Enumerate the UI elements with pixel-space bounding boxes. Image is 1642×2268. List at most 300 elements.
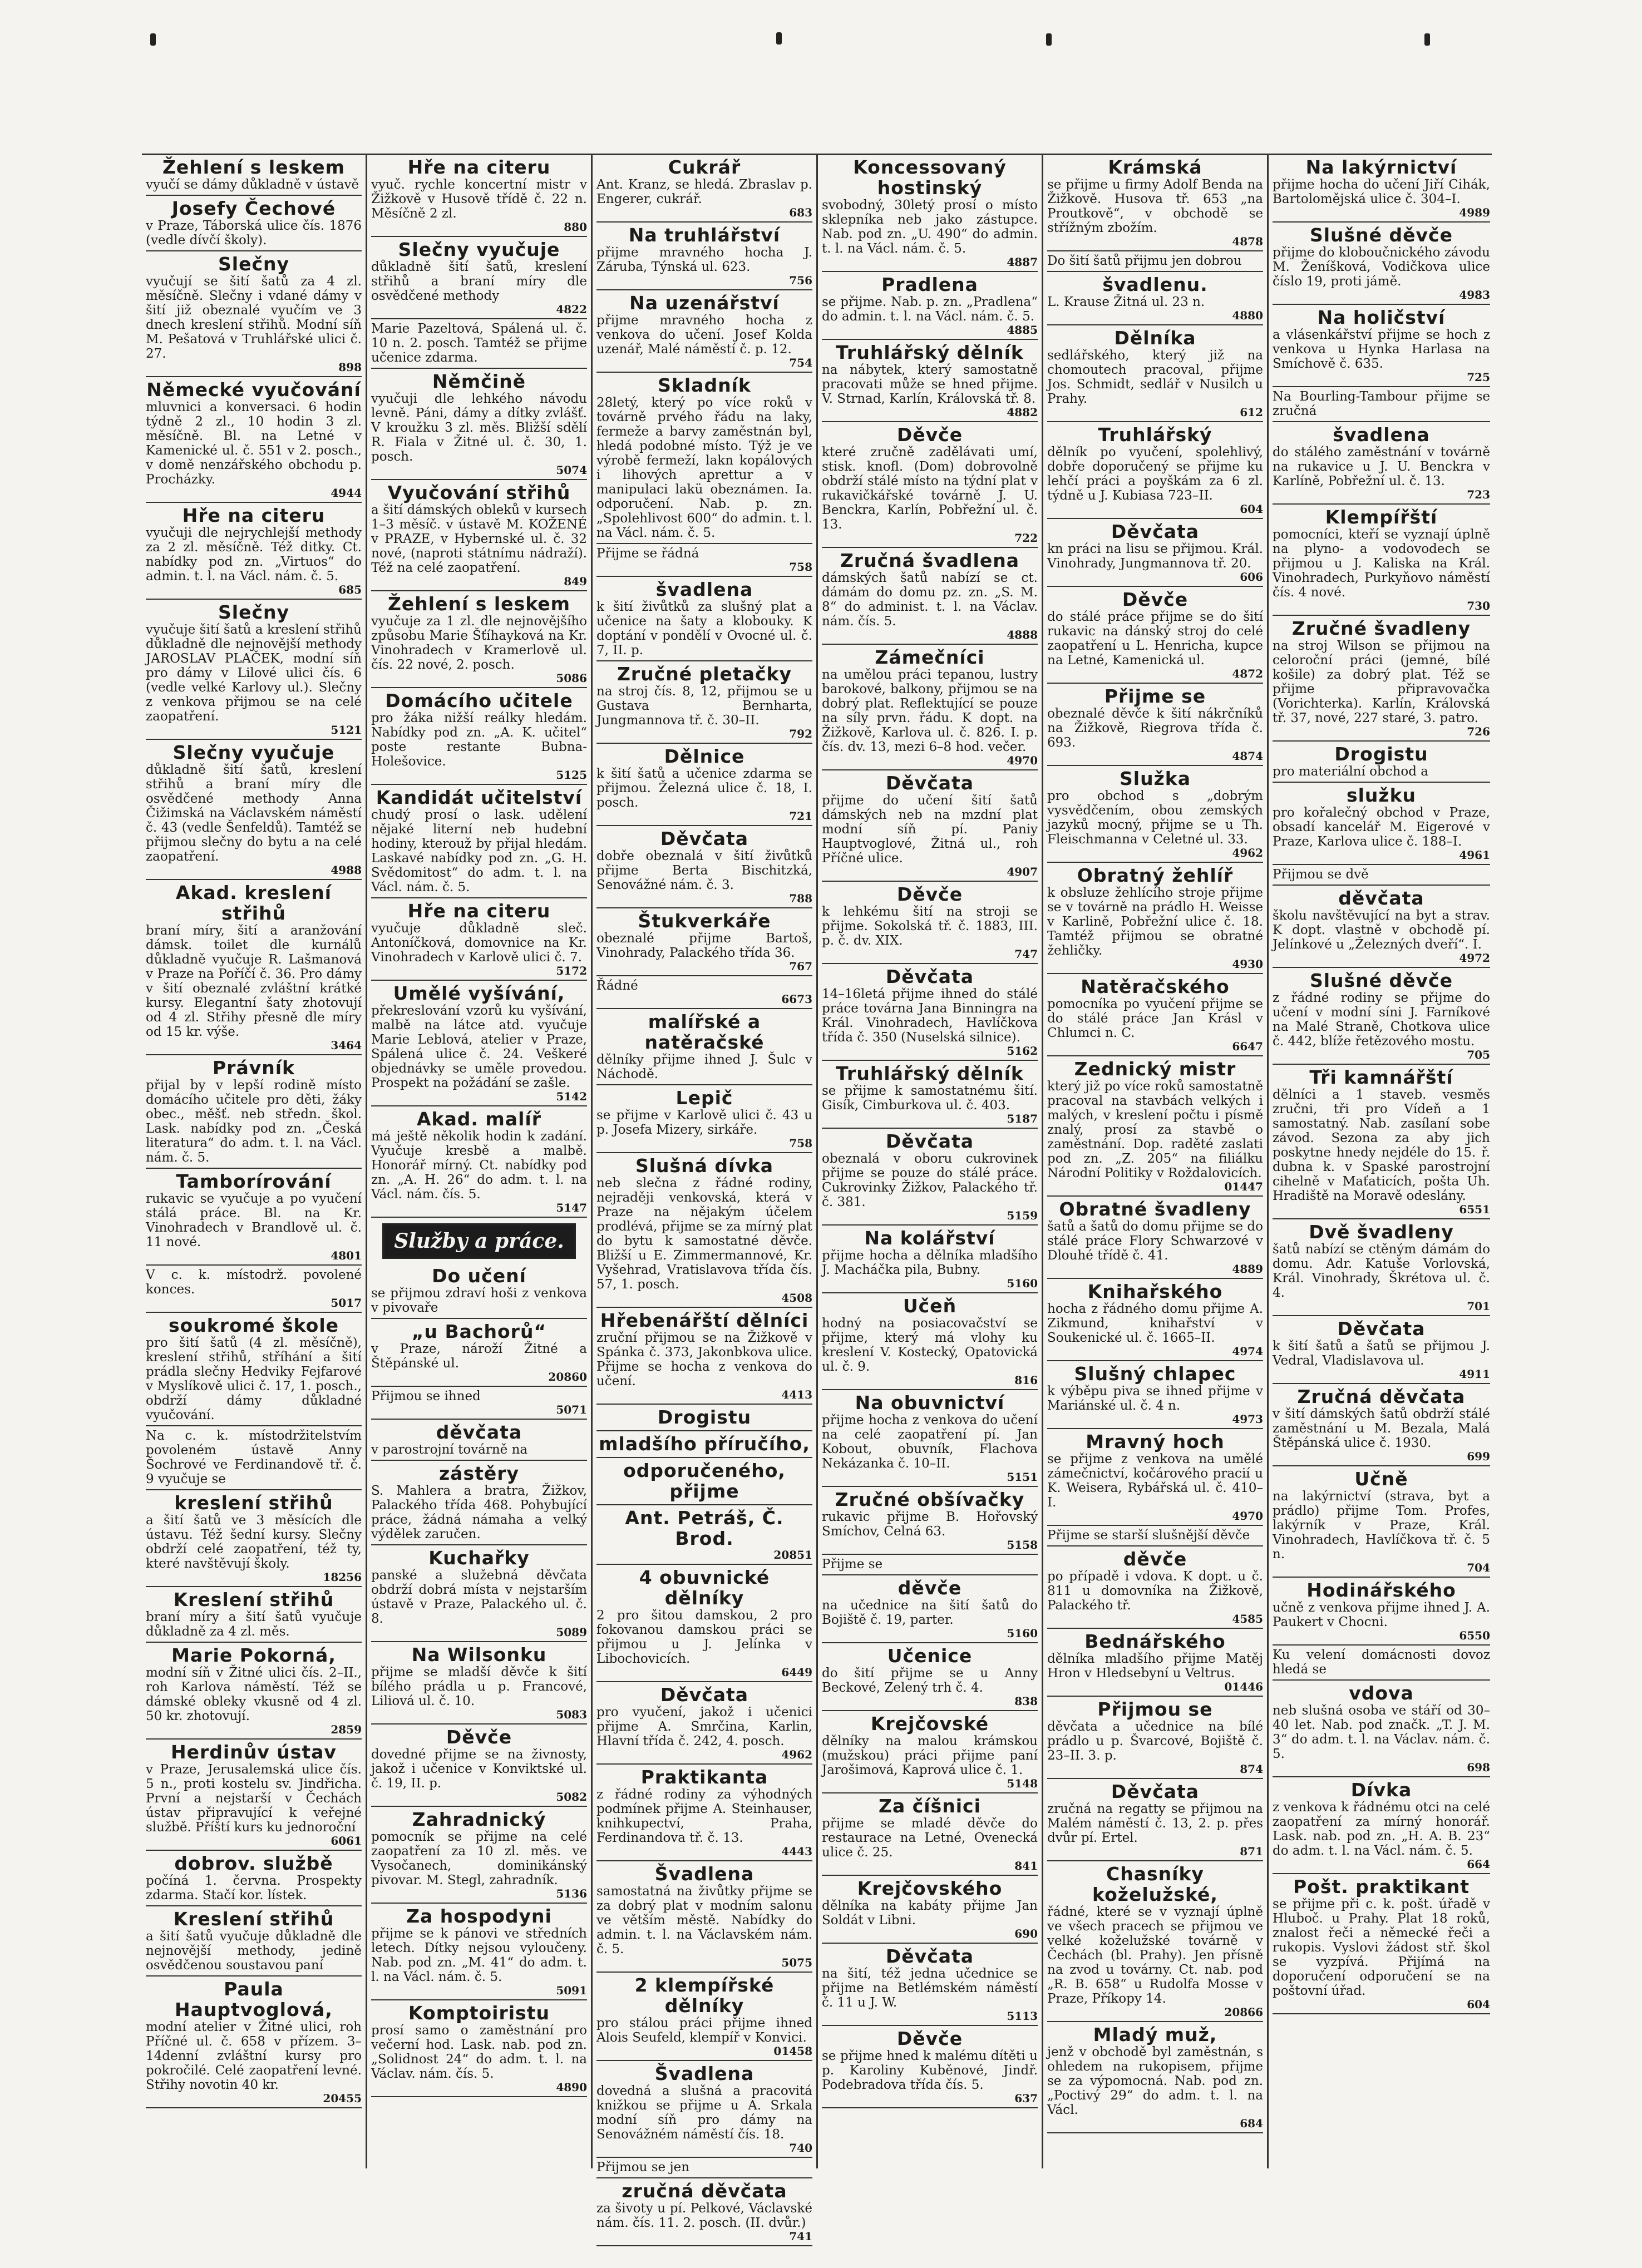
ad-text: L. Krause Žitná ul. 23 n. — [1047, 295, 1205, 309]
ad-headline: Cukrář — [668, 156, 741, 178]
ad-text: 2 pro šitou damskou, 2 pro fokovanou damskou práci se přijmou u J. Jelínka v Libochovicích. — [596, 1608, 812, 1666]
ad-number: 722 — [1014, 531, 1038, 545]
ad-headline: dobrov. službě — [174, 1852, 333, 1874]
classified-ad — [822, 272, 1038, 340]
ad-text: zručná na regatty se přijmou na Malém náměstí č. 13, 2. p. přes dvůr pí. Ertel. — [1047, 1802, 1263, 1845]
section-heading: Služby a práce. — [382, 1223, 576, 1259]
ad-text: Přijme se starší slušnější děvče — [1047, 1528, 1250, 1543]
classified-ad — [371, 1807, 587, 1904]
ad-text: dělník po vyučení, spolehlivý, dobře doporučený se přijme ku lehčí práci a poyškám za 6 zl. týdně u J. Kubiasa 723–II. — [1047, 445, 1263, 503]
classified-ad — [1273, 1777, 1490, 1874]
ad-text: pomocníka po vyučení přijme se do stálé práce Jan Krásl v Chlumci n. C. — [1047, 997, 1263, 1040]
ad-number: 685 — [338, 583, 362, 596]
ad-number: 6551 — [1459, 1203, 1490, 1216]
ad-text: pro vyučení, jakož i učenici přijme A. Smrčina, Karlin, Hlavní třída č. 242, 4. posch. — [596, 1705, 812, 1748]
ad-text: se přijmou zdraví hoši z venkova v pivovaře — [371, 1286, 587, 1315]
ad-text: na lakýrnictví (strava, byt a prádlo) přijme Tom. Profes, lakýrník v Praze, Král. Vinohradech, Havlíčkova tř. č. 5 n. — [1273, 1489, 1490, 1562]
classified-ad — [146, 1169, 362, 1266]
ad-headline: Natěračského — [1081, 976, 1230, 997]
classified-ad — [1047, 1697, 1263, 1779]
ad-headline: Bednářského — [1084, 1630, 1226, 1652]
ad-headline: Učeň — [903, 1295, 957, 1317]
classified-ad — [371, 1461, 587, 1545]
classified-ad — [371, 1904, 587, 2000]
classified-ad — [1047, 587, 1263, 684]
classified-ad — [596, 544, 812, 577]
ad-headline: Herdinův ústav — [171, 1741, 337, 1763]
ad-headline: Zručná švadlena — [840, 550, 1019, 571]
ad-text: v Praze, Táborská ulice čís. 1876 (vedle dívčí školy). — [146, 219, 362, 248]
ad-headline: Přijmou se — [1097, 1698, 1213, 1720]
ad-text: přijme do kloboučnického závodu M. Ženíšková, Vodičkova ulice číslo 19, proti jámě. — [1273, 245, 1490, 289]
ad-text: a šití šatů vyučuje důkladně dle nejnovější methody, jedině osvědčenou soustavou paní — [146, 1929, 362, 1973]
classified-ad — [1273, 1065, 1490, 1219]
ad-text: šatů a šatů do domu přijme se do stálé práce Flory Schwarzové v Dlouhé třídě č. 41. — [1047, 1219, 1263, 1263]
ad-text: do šití přijme se u Anny Beckové, Zelený trh č. 4. — [822, 1666, 1038, 1695]
ad-headline: soukromé škole — [168, 1315, 339, 1336]
ad-headline: Domácího učitele — [385, 690, 573, 711]
classified-ad — [596, 223, 812, 290]
ad-headline: Němčině — [432, 370, 526, 392]
ad-number: 4944 — [331, 486, 362, 500]
ad-number: 898 — [338, 360, 362, 374]
ad-headline: Švadlena — [654, 2063, 755, 2084]
ad-headline: Na holičství — [1317, 307, 1446, 328]
ad-number: 5147 — [556, 1201, 587, 1214]
ad-number: 664 — [1467, 1857, 1490, 1871]
ad-number: 604 — [1240, 502, 1263, 516]
ad-number: 4878 — [1232, 235, 1263, 248]
ad-text: důkladně šití šatů, kreslení střihů a braní míry dle osvědčené methody Anna Čižimská na Václavském náměstí č. 43 (vedle Šenfeldů). Tamtéž se přijmou slečny do bytu a na celé zaopatření. — [146, 763, 362, 864]
ad-text: pro žáka nižší reálky hledám. Nabídky pod zn. „A. K. učitel“ poste restante Bubna-Holešovice. — [371, 711, 587, 769]
ad-text: které zručně zadělávati umí, stisk. knofl. (Dom) dobrovolně obdrží stálé místo na týdní plat v rukavičkářské továrně J. U. Benckra, Karlín, Pobřežní ul. č. 13. — [822, 445, 1038, 532]
ad-headline: Krejčovské — [870, 1713, 989, 1735]
ad-text: pomocník se přijme na celé zaopatření za 10 zl. měs. ve Vysočanech, dominikánský pivovar. M. Stegl, zahradník. — [371, 1830, 587, 1887]
ad-headline: Kreslení střihů — [173, 1589, 334, 1610]
classified-ad — [371, 1319, 587, 1387]
ad-number: 612 — [1240, 406, 1263, 419]
classified-ad — [1273, 223, 1490, 305]
ad-headline: Ant. Petráš, Č. Brod. — [625, 1507, 784, 1549]
ad-headline: Zručné švadleny — [1291, 617, 1471, 639]
classified-ad — [1273, 1578, 1490, 1646]
classified-ad — [596, 826, 812, 908]
ad-number: 4801 — [331, 1249, 362, 1262]
ad-text: neb slečna z řádné rodiny, nejraději venkovská, která v Praze na nějakým účelem prodlévá, přijme se za mírný plat do bytu k samostatné děvče. Bližší u E. Zimmermannové, Kr. Vyšehrad, Vratislavova třída čís. 57, 1. posch. — [596, 1176, 812, 1292]
ad-number: 5148 — [1007, 1777, 1038, 1790]
ad-number: 5017 — [331, 1296, 362, 1310]
ad-column — [593, 155, 818, 2243]
ad-headline: Štukverkáře — [638, 910, 771, 932]
ad-number: 6647 — [1232, 1040, 1263, 1053]
ad-headline: Slušný chlapec — [1074, 1363, 1236, 1385]
classified-ad — [371, 319, 587, 369]
ad-number: 730 — [1467, 599, 1490, 612]
ad-headline: Na kolářství — [864, 1227, 995, 1249]
ad-number: 5125 — [556, 768, 587, 782]
ad-headline: Slečny vyučuje — [398, 239, 560, 260]
ad-text: přijme do učení šití šatů dámských neb na mzdní plat modní síň pí. Paniy Hauptvoglové, Žitná ul., roh Příčné ulice. — [822, 793, 1038, 866]
ad-number: 874 — [1240, 1762, 1263, 1776]
ad-text: Přijme se — [822, 1557, 883, 1572]
classified-ad — [371, 1725, 587, 1807]
ad-text: přijal by v lepší rodině místo domácího učitele pro děti, žáky obec., měšť. neb středn. škol. Lask. nabídky pod zn. „Česká literatura“ do adm. t. l. na Václ. nám. č. 5. — [146, 1078, 362, 1165]
classified-ad — [822, 548, 1038, 645]
classified-ad — [371, 898, 587, 981]
ad-number: 5082 — [556, 1790, 587, 1803]
classified-ad — [371, 1106, 587, 1218]
ad-number: 4973 — [1232, 1412, 1263, 1426]
ad-headline: Slečny — [218, 253, 290, 275]
ad-text: obeznalé děvče k šití nákrčníků na Žižkově, Riegrova třída č. 693. — [1047, 706, 1263, 750]
ad-text: Přijme se řádná — [596, 546, 699, 561]
ad-headline: Právník — [213, 1057, 295, 1079]
classified-ad — [371, 2000, 587, 2097]
ad-headline: děvčata — [436, 1421, 522, 1443]
ad-number: 5160 — [1007, 1627, 1038, 1640]
ad-text: svobodný, 30letý prosí o místo sklepníka neb jako zástupce. Nab. pod zn. „U. 490“ do admin. t. l. na Václ. nám. č. 5. — [822, 198, 1038, 256]
ad-headline: Pošt. praktikant — [1293, 1876, 1470, 1898]
ad-number: 4970 — [1232, 1509, 1263, 1523]
ad-text: se přijme. Nab. p. zn. „Pradlena“ do admin. t. l. na Václ. nám. č. 5. — [822, 295, 1038, 324]
ad-text: jenž v obchodě byl zaměstnán, s ohledem na rukopisem, přijme se za výpomocná. Nab. pod zn. „Poctivý 29“ do adm. t. l. na Václ. — [1047, 2045, 1263, 2117]
ad-number: 4907 — [1007, 865, 1038, 878]
ad-number: 740 — [789, 2141, 812, 2155]
ad-text: na šití, též jedna učednice se přijme na Betlémském náměstí č. 11 u J. W. — [822, 1966, 1038, 2010]
ad-text: mluvnici a konversaci. 6 hodin týdně 2 zl., 10 hodin 3 zl. měsíčně. Bl. na Letné v Kamenické ul. č. 551 v 2. posch., v domě nenzářského obchodu p. Procházky. — [146, 400, 362, 487]
ad-headline: Na Wilsonku — [411, 1644, 547, 1666]
ad-headline: malířské a natěračské — [644, 1011, 765, 1053]
ad-headline: Děvčata — [1337, 1318, 1426, 1340]
ad-number: 20866 — [1224, 2005, 1263, 2019]
ad-text: z venkova k řádnému otci na celé zaopatření za mírný honorář. Lask. nab. pod zn. „H. A. B. 23“ do adm. t. l. na Václ. nám. č. 5. — [1273, 1800, 1490, 1858]
ad-headline: Děvčata — [660, 1684, 749, 1706]
ad-number: 6673 — [781, 992, 812, 1006]
ad-text: prosí samo o zaměstnání pro večerní hod. Lask. nab. pod zn. „Solidnost 24“ do adm. t. l. na Václav. nám. čís. 5. — [371, 2023, 587, 2081]
ad-headline: Truhlářský — [1098, 424, 1212, 446]
ad-text: chudý prosí o lask. udělení nějaké literní neb hudební hodiny, kterouž by přijal hledám. Laskavé nabídky pod zn. „G. H. Svědomitost“ do adm. t. l. na Václ. nám. č. 5. — [371, 808, 587, 895]
classified-ad — [1273, 505, 1490, 616]
classified-ad — [1047, 272, 1263, 325]
ad-text: vyučuji dle nejrychlejší methody za 2 zl. měsíčně. Též ditky. Ct. nabídky pod zn. „Virtuos“ do admin. t. l. na Václ. nám. č. 5. — [146, 526, 362, 584]
ad-column — [367, 155, 593, 2168]
ad-text: Marie Pazeltová, Spálená ul. č. 10 n. 2. posch. Tamtéž se přijme učenice zdarma. — [371, 322, 587, 365]
ad-text: k lehkému šití na stroji se přijme. Sokolská tř. č. 1883, III. p. č. dv. XIX. — [822, 905, 1038, 948]
ad-number: 637 — [1014, 2092, 1038, 2105]
ad-number: 4889 — [1232, 1262, 1263, 1276]
ad-number: 690 — [1014, 1927, 1038, 1940]
classified-ad — [596, 976, 812, 1009]
classified-ad — [1047, 974, 1263, 1056]
ad-text: obeznalá v oboru cukrovinek přijme se pouze do stálé práce. Cukrovinky Žižkov, Palackého tř. č. 381. — [822, 1152, 1038, 1209]
ad-text: po případě i vdova. K dopt. u č. 811 u domovníka na Žižkově, Palackého tř. — [1047, 1569, 1263, 1613]
ad-headline: kreslení střihů — [174, 1492, 333, 1514]
ad-headline: Drogistu — [657, 1406, 752, 1428]
ad-text: vyučuje za 1 zl. dle nejnovějšího způsobu Marie Šťíhayková na Kr. Vinohradech v Kramerlově ul. čís. 22 nové, 2. posch. — [371, 614, 587, 672]
ad-number: 723 — [1467, 488, 1490, 501]
classified-ad — [596, 155, 812, 223]
ad-headline: děvče — [898, 1577, 962, 1599]
ad-number: 5136 — [556, 1887, 587, 1900]
classified-ad — [596, 1458, 812, 1505]
classified-ad — [596, 373, 812, 544]
ad-headline: švadlenu. — [1102, 274, 1208, 295]
ad-number: 754 — [789, 356, 812, 369]
ad-text: pro materiální obchod a — [1273, 764, 1429, 779]
classified-ad — [822, 1944, 1038, 2026]
ad-number: 841 — [1014, 1859, 1038, 1872]
ad-headline: Krejčovského — [857, 1877, 1003, 1899]
ad-text: v parostrojní továrně na — [371, 1442, 528, 1457]
ad-number: 20851 — [773, 1548, 812, 1562]
ad-text: se přijme při c. k. pošt. úřadě v Hluboč. u Prahy. Plat 18 roků, znalost řeči a německé řeči a rukopis. Vyslovi žádost stř. škol se vyzpívá. Přijímá na doporučení odporučení se na poštovní úřad. — [1273, 1897, 1490, 1998]
classified-ad — [1047, 251, 1263, 272]
ad-headline: Tři kamnářští — [1309, 1066, 1453, 1088]
ad-text: dovedné přijme se na živnosty, jakož i učenice v Konviktské ul. č. 19, II. p. — [371, 1747, 587, 1791]
ad-headline: Dělníka — [1114, 327, 1196, 349]
ad-text: obeznalé přijme Bartoš, Vinohrady, Palackého třída 36. — [596, 931, 812, 960]
ad-headline: Tamborírování — [176, 1170, 332, 1192]
ad-text: hocha z řádného domu přijme A. Zikmund, knihařství v Soukenické ul. č. 1665–II. — [1047, 1302, 1263, 1345]
ad-number: 698 — [1467, 1761, 1490, 1774]
classified-ad — [1047, 1546, 1263, 1629]
classified-ad — [822, 1487, 1038, 1555]
ad-number: 18256 — [323, 1570, 362, 1584]
classified-ad — [596, 908, 812, 976]
classified-ad — [371, 591, 587, 688]
classified-ad — [1273, 1646, 1490, 1681]
classified-ad — [146, 1977, 362, 2108]
ad-headline: Zručné obšívačky — [835, 1489, 1025, 1510]
ad-text: na učednice na šití šatů do Bojiště č. 19, parter. — [822, 1598, 1038, 1627]
ad-text: 28letý, který po více roků v továrně prvého řádu na laky, fermeže a barvy zaměstnán byl, hledá podobné místo. Týž je ve výrobě fermeží, lakn kopálových i lihových aprettur a v manipulaci lakü obeznámen. Ia. odporučení. Nab. p. zn. „Spolehlivost 600“ do admin. t. l. na Václ. nám. č. 5. — [596, 396, 812, 540]
ad-text: k šití šatů a učenice zdarma se přijmou. Železná ulice č. 18, I. posch. — [596, 767, 812, 810]
classified-ad — [146, 1490, 362, 1587]
ad-text: a šití šatů ve 3 měsících dle ústavu. Též šední kursy. Slečny obdrží celé zaopatření, též ty, které navštěvují školy. — [146, 1513, 362, 1571]
ad-text: přijme se k pánovi ve středních letech. Dítky nejsou vyloučeny. Nab. pod zn. „M. 41“ do adm. t. l. na Václ. nám. č. 5. — [371, 1926, 587, 1984]
ad-text: vyučuje důkladně sleč. Antoníčková, domovnice na Kr. Vinohradech v Karlově ulici č. 7. — [371, 921, 587, 965]
ad-headline: služku — [1346, 784, 1417, 806]
classified-ad — [1047, 422, 1263, 519]
ad-number: 4887 — [1007, 255, 1038, 269]
classified-ad — [146, 1643, 362, 1740]
classified-ad — [596, 1085, 812, 1153]
ad-number: 4989 — [1459, 206, 1490, 219]
classified-ad — [371, 981, 587, 1106]
ad-text: v Praze, nároží Žitné a Štěpánské ul. — [371, 1342, 587, 1371]
ad-number: 4974 — [1232, 1345, 1263, 1358]
ad-text: zruční přijmou se na Žižkově v Spánka č. 373, Jakonbkova ulice. Přijme se hocha z venkova do učení. — [596, 1331, 812, 1389]
ad-text: Řádné — [596, 979, 638, 993]
ad-number: 699 — [1467, 1450, 1490, 1463]
ad-headline: zástěry — [438, 1462, 520, 1484]
classified-ad — [1273, 1316, 1490, 1384]
ad-text: přijme mravného hocha J. Záruba, Týnská ul. 623. — [596, 245, 812, 274]
ad-text: šatů nabízí se ctěným dámám do domu. Adr. Katuše Vorlovská, Král. Vinohrady, Škrétova ul. č. 4. — [1273, 1242, 1490, 1300]
classified-ad — [822, 964, 1038, 1061]
ad-text: samostatná na živůtky přijme se za dobrý plat v modním salonu ve větším městě. Nabídky do admin. t. l. na Václavském nám. č. 5. — [596, 1884, 812, 1956]
ad-text: na umělou práci tepanou, lustry barokové, balkony, přijmou se na dobrý plat. Reflektující se pouze na síly prvn. řádu. K dopt. na Žižkově, Karlova ul. č. 826. I. p. čís. dv. 13, mezi 6–8 hod. večer. — [822, 668, 1038, 754]
classified-ad — [596, 290, 812, 373]
ad-number: 684 — [1240, 2117, 1263, 2130]
ad-number: 4882 — [1007, 406, 1038, 419]
ad-text: dělníky přijme ihned J. Šulc v Náchodě. — [596, 1053, 812, 1081]
ad-headline: 2 klempířské dělníky — [634, 1974, 775, 2017]
ad-column — [1269, 155, 1494, 2168]
ad-headline: Zámečníci — [875, 646, 985, 668]
ad-headline: Děvče — [896, 2028, 963, 2049]
ad-headline: Německé vyučování — [146, 379, 361, 401]
ad-text: vyuč. rychle koncertní mistr v Žižkově v Husově třídě č. 22 n. Měsíčně 2 zl. — [371, 177, 587, 221]
ad-number: 2859 — [331, 1723, 362, 1736]
ad-headline: „u Bachorů“ — [411, 1321, 547, 1342]
ad-text: k šití šatů a šatů se přijmou J. Vedral, Vladislavova ul. — [1273, 1339, 1490, 1368]
classified-ad — [1047, 1279, 1263, 1361]
ad-number: 4988 — [331, 863, 362, 877]
classified-ad — [1047, 1526, 1263, 1546]
ad-text: a vlásenkářství přijme se hoch z venkova u Hynka Harlasa na Smíchově č. 635. — [1273, 328, 1490, 371]
ad-headline: Slušné děvče — [1309, 970, 1453, 991]
ad-number: 5187 — [1007, 1112, 1038, 1125]
classified-ad — [822, 1129, 1038, 1226]
ad-headline: Vyučování střihů — [387, 482, 571, 503]
ad-number: 5071 — [556, 1403, 587, 1416]
classified-ad — [371, 237, 587, 319]
ad-headline: Mravný hoch — [1086, 1431, 1225, 1452]
ad-column — [1043, 155, 1269, 2168]
ad-text: se přijme k samostatnému šití. Gisík, Cimburkova ul. č. 403. — [822, 1084, 1038, 1113]
classified-ad — [822, 1643, 1038, 1711]
ad-headline: Žehlení s leskem — [387, 593, 571, 615]
ad-headline: Mladý muž, — [1093, 2024, 1217, 2045]
classified-ad — [822, 1876, 1038, 1944]
ad-text: vyučuji dle lehkého návodu levně. Páni, dámy a dítky zvlášť. V kroužku 3 zl. měs. Bližší sdělí R. Fiala v Žitné ul. č. 30, 1. posch. — [371, 392, 587, 464]
ad-headline: Služka — [1120, 768, 1191, 789]
ad-text: k výběpu piva se ihned přijme v Mariánské ul. č. 4 n. — [1047, 1384, 1263, 1413]
ad-headline: Koncessovaný hostinský — [853, 156, 1007, 199]
ad-headline: Hře na citeru — [182, 505, 326, 526]
ad-number: 4413 — [781, 1388, 812, 1401]
ad-text: který již po více roků samostatně pracoval na stavbách velkých i malých, v kreslení počtu i písmě znalý, prosí za stavbě o zaměstnání. Dop. raděté zaslati pod zn. „Z. 205“ na filiálku Národní Politiky v Roždalovicích. — [1047, 1079, 1263, 1180]
ad-number: 756 — [789, 274, 812, 287]
ad-text: vyučí se dámy důkladně v ústavě — [146, 177, 359, 192]
ad-text: neb slušná osoba ve stáří od 30–40 let. Nab. pod značk. „T. J. M. 3“ do adm. t. l. na Václav. nám. č. 5. — [1273, 1703, 1490, 1761]
classified-ad — [596, 1861, 812, 1973]
classified-ad — [371, 1420, 587, 1461]
ad-number: 5091 — [556, 1984, 587, 1997]
ad-number: 20455 — [323, 2092, 362, 2105]
classified-ad — [596, 1153, 812, 1308]
ad-headline: 4 obuvnické dělníky — [639, 1567, 770, 1609]
ad-text: hodný na posiacovačství se přijme, který má vlohy ku kreslení V. Kostecký, Opatovická ul. č. 9. — [822, 1316, 1038, 1374]
classified-ad — [1047, 863, 1263, 974]
ad-headline: odporučeného, přijme — [623, 1460, 786, 1502]
ad-number: 4930 — [1232, 957, 1263, 971]
ad-headline: Dvě švadleny — [1309, 1221, 1454, 1243]
ad-headline: Zahradnický — [412, 1809, 546, 1830]
ad-number: 725 — [1467, 370, 1490, 384]
classified-ad — [146, 251, 362, 377]
ad-headline: Učně — [1354, 1468, 1408, 1490]
classified-ad — [1047, 519, 1263, 587]
ad-headline: Na obuvnictví — [855, 1392, 1005, 1414]
ad-number: 4911 — [1459, 1367, 1490, 1381]
ad-number: 604 — [1467, 1998, 1490, 2011]
classified-ad — [146, 503, 362, 600]
ad-number: 01458 — [773, 2044, 812, 2058]
ad-text: má ještě několik hodin k zadání. Vyučuje kresbě a malbě. Honorář mírný. Ct. nabídky pod zn. „A. H. 26“ do adm. t. l. na Václ. nám. čís. 5. — [371, 1129, 587, 1202]
classified-ad — [1047, 1056, 1263, 1197]
ad-number: 788 — [789, 892, 812, 905]
ad-text: za šivoty u pí. Pelkové, Václavské nám. čís. 11. 2. posch. (II. dvůr.) — [596, 2201, 812, 2230]
ad-number: 721 — [789, 809, 812, 823]
ad-headline: Děvčata — [1111, 521, 1200, 542]
ad-headline: Chasníky koželužské, — [1092, 1863, 1218, 1905]
classified-ad — [822, 340, 1038, 422]
ad-number: 705 — [1467, 1048, 1490, 1061]
ad-text: V c. k. místodrž. povolené konces. — [146, 1268, 362, 1297]
classified-ad — [596, 1765, 812, 1861]
ad-headline: Švadlena — [654, 1863, 755, 1885]
ad-number: 01447 — [1224, 1180, 1263, 1193]
ad-headline: Umělé vyšívání, — [393, 982, 565, 1004]
ad-number: 792 — [789, 727, 812, 740]
classified-ad — [1273, 1466, 1490, 1578]
ad-text: pro šití šatů (4 zl. měsíčně), kreslení střihů, stříhání a šití prádla slečny Hedviky Fejfarové v Myslíkově ulici č. 17, 1. posch., obdrží dámy důkladné vyučování. — [146, 1336, 362, 1422]
ad-number: 4962 — [1232, 846, 1263, 859]
ad-number: 5151 — [1007, 1470, 1038, 1484]
ad-headline: Žehlení s leskem — [162, 156, 346, 178]
classified-ad — [822, 1793, 1038, 1876]
ad-headline: švadlena — [655, 579, 753, 600]
ad-number: 4970 — [1007, 754, 1038, 767]
ad-headline: Komptoiristu — [408, 2002, 550, 2024]
ad-text: přijme hocha z venkova do učení na celé zaopatření pí. Jan Kobout, obuvník, Flachova Nekázanka č. 10–II. — [822, 1413, 1038, 1471]
ad-text: kn práci na lisu se přijmou. Král. Vinohrady, Jungmannova tř. 20. — [1047, 542, 1263, 571]
ad-number: 5075 — [781, 1956, 812, 1969]
ad-text: Do šití šatů přijmu jen dobrou — [1047, 254, 1242, 268]
classified-ad — [146, 1313, 362, 1426]
ad-text: na stroj čís. 8, 12, přijmou se u Gustava Bernharta, Jungmannova tř. č. 30–II. — [596, 684, 812, 728]
ad-headline: Zručné pletačky — [617, 663, 792, 685]
classified-ad — [1047, 1629, 1263, 1697]
ad-headline: Krámská — [1108, 156, 1202, 178]
ad-text: na stroj Wilson se přijmou na celoroční práci (jemné, bílé košile) za dobrý plat. Též se přijme připravovačka (Vorichterka). Karlín, Královská tř. 37, nové, 227 staré, 3. patro. — [1273, 639, 1490, 725]
classified-ad — [371, 369, 587, 480]
ad-number: 4443 — [781, 1845, 812, 1858]
ad-number: 01446 — [1224, 1680, 1263, 1693]
ad-number: 871 — [1240, 1845, 1263, 1858]
classified-ad — [822, 1061, 1038, 1129]
classified-ad — [146, 880, 362, 1055]
ad-text: Přijmou se dvě — [1273, 867, 1369, 882]
ad-headline: Kuchařky — [428, 1547, 530, 1569]
classified-ad — [146, 600, 362, 740]
ad-headline: Marie Pokorná, — [171, 1644, 336, 1666]
ad-number: 5113 — [1007, 2009, 1038, 2023]
classified-ad — [371, 785, 587, 898]
classified-ad — [1047, 2022, 1263, 2133]
ad-text: a šití dámských obleků v kursech 1–3 měsíč. v ústavě M. KOŽENÉ v PRAZE, v Hybernské ul. č. 32 nové, (naproti státnímu nádraží). Též na celé zaopatření. — [371, 503, 587, 575]
classified-ad — [1273, 1681, 1490, 1777]
ad-text: dovedná a slušná a pracovitá knižkou se přijme u A. Srkala modní síň pro dámy na Senovážném náměstí čís. 18. — [596, 2084, 812, 2142]
classified-ad — [146, 1426, 362, 1490]
ad-number: 5159 — [1007, 1209, 1038, 1222]
classified-ad — [371, 1387, 587, 1420]
ad-headline: Hodinářského — [1306, 1579, 1456, 1601]
ad-column — [142, 155, 367, 2168]
ad-text: dámských šatů nabízí se ct. dámám do domu pz. zn. „S. M. 8“ do administ. t. l. na Václav. nám. čís. 5. — [822, 571, 1038, 629]
